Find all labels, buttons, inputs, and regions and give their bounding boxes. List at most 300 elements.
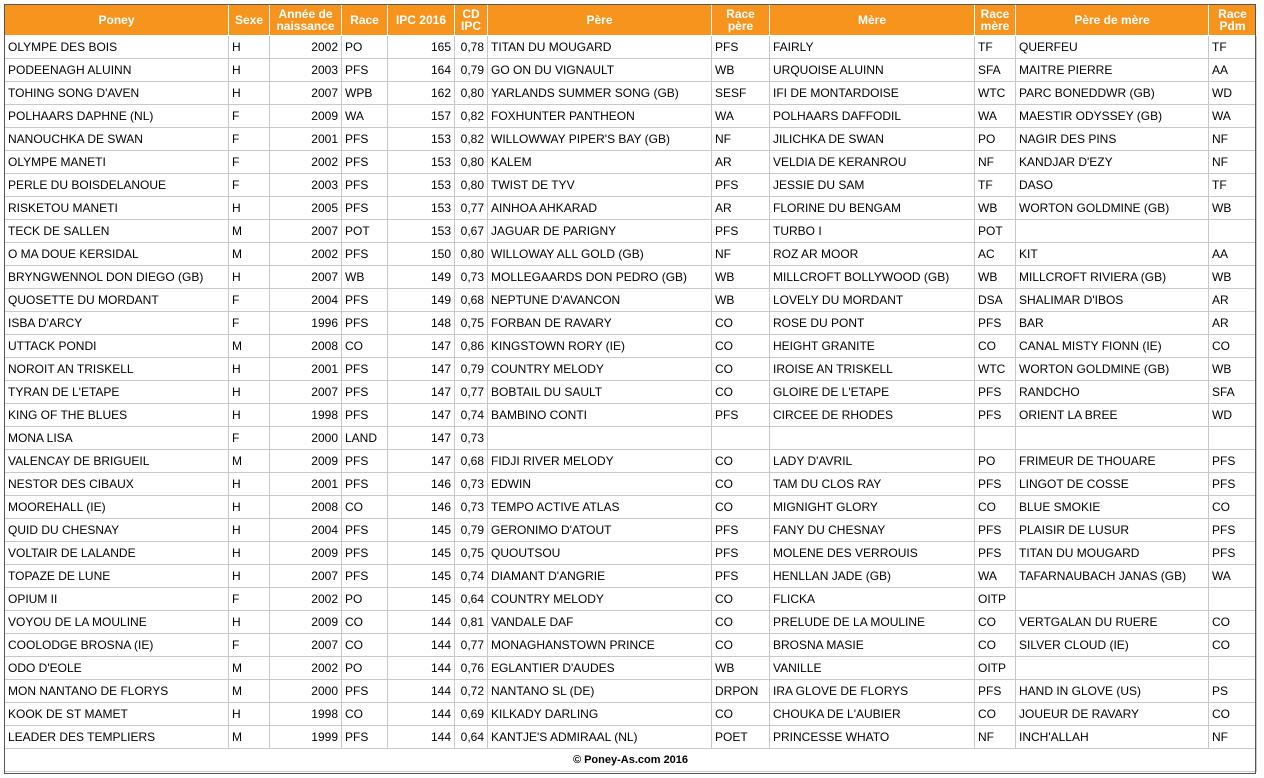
cell-race-pdm: PFS: [1209, 519, 1257, 542]
cell-cd-ipc: 0,76: [455, 657, 488, 680]
cell-race-mere: TF: [975, 174, 1016, 197]
cell-pere: VANDALE DAF: [488, 611, 712, 634]
cell-race: PFS: [342, 312, 388, 335]
cell-race-pdm: WB: [1209, 266, 1257, 289]
cell-pere-de-mere: MAESTIR ODYSSEY (GB): [1016, 105, 1209, 128]
cell-poney: ISBA D'ARCY: [5, 312, 229, 335]
cell-mere: MIGNIGHT GLORY: [770, 496, 975, 519]
cell-race-mere: CO: [975, 634, 1016, 657]
cell-cd-ipc: 0,80: [455, 243, 488, 266]
cell-mere: [770, 427, 975, 450]
cell-race-pere: WA: [712, 105, 770, 128]
cell-ipc: 148: [388, 312, 455, 335]
cell-pere-de-mere: BLUE SMOKIE: [1016, 496, 1209, 519]
cell-race-pdm: [1209, 220, 1257, 243]
table-row: [5, 657, 1257, 680]
cell-pere-de-mere: KIT: [1016, 243, 1209, 266]
cell-race-pdm: SFA: [1209, 381, 1257, 404]
cell-annee: 2002: [270, 657, 342, 680]
cell-ipc: 144: [388, 611, 455, 634]
cell-pere: TITAN DU MOUGARD: [488, 36, 712, 59]
cell-annee: 2001: [270, 358, 342, 381]
cell-mere: MOLENE DES VERROUIS: [770, 542, 975, 565]
table-row: [5, 565, 1257, 588]
cell-poney: OLYMPE DES BOIS: [5, 36, 229, 59]
cell-race: PFS: [342, 243, 388, 266]
cell-cd-ipc: 0,82: [455, 128, 488, 151]
cell-race-pdm: AR: [1209, 289, 1257, 312]
cell-sexe: F: [229, 427, 270, 450]
cell-mere: PRINCESSE WHATO: [770, 726, 975, 749]
cell-poney: UTTACK PONDI: [5, 335, 229, 358]
cell-mere: JESSIE DU SAM: [770, 174, 975, 197]
cell-poney: OLYMPE MANETI: [5, 151, 229, 174]
cell-pere: GERONIMO D'ATOUT: [488, 519, 712, 542]
table-row: [5, 197, 1257, 220]
cell-mere: CIRCEE DE RHODES: [770, 404, 975, 427]
cell-annee: 2008: [270, 496, 342, 519]
cell-race-pdm: WB: [1209, 358, 1257, 381]
cell-race-pdm: NF: [1209, 726, 1257, 749]
cell-pere: NANTANO SL (DE): [488, 680, 712, 703]
cell-cd-ipc: 0,73: [455, 473, 488, 496]
cell-pere: KALEM: [488, 151, 712, 174]
cell-race-pere: WB: [712, 289, 770, 312]
cell-sexe: H: [229, 381, 270, 404]
cell-race-pere: CO: [712, 335, 770, 358]
cell-ipc: 147: [388, 450, 455, 473]
cell-pere-de-mere: WORTON GOLDMINE (GB): [1016, 197, 1209, 220]
cell-race-pere: CO: [712, 634, 770, 657]
cell-race-pere: PFS: [712, 220, 770, 243]
cell-race: PFS: [342, 726, 388, 749]
cell-race-mere: PO: [975, 128, 1016, 151]
cell-race-mere: CO: [975, 703, 1016, 726]
cell-poney: MON NANTANO DE FLORYS: [5, 680, 229, 703]
cell-pere: TEMPO ACTIVE ATLAS: [488, 496, 712, 519]
cell-sexe: M: [229, 657, 270, 680]
col-header-cd-ipc[interactable]: CD IPC: [455, 5, 488, 36]
cell-mere: BROSNA MASIE: [770, 634, 975, 657]
cell-race-mere: CO: [975, 611, 1016, 634]
cell-pere: KINGSTOWN RORY (IE): [488, 335, 712, 358]
cell-cd-ipc: 0,64: [455, 588, 488, 611]
cell-annee: 2002: [270, 243, 342, 266]
cell-race-pere: NF: [712, 243, 770, 266]
cell-ipc: 157: [388, 105, 455, 128]
cell-poney: NESTOR DES CIBAUX: [5, 473, 229, 496]
cell-race-mere: OITP: [975, 588, 1016, 611]
cell-cd-ipc: 0,68: [455, 289, 488, 312]
col-header-pere-de-mere[interactable]: Père de mère: [1016, 5, 1209, 36]
cell-sexe: H: [229, 36, 270, 59]
cell-pere-de-mere: PARC BONEDDWR (GB): [1016, 82, 1209, 105]
table-row: [5, 36, 1257, 59]
cell-race-mere: PFS: [975, 312, 1016, 335]
cell-annee: 2000: [270, 680, 342, 703]
cell-ipc: 144: [388, 680, 455, 703]
cell-race-pere: PFS: [712, 36, 770, 59]
cell-annee: 2009: [270, 450, 342, 473]
col-header-race-pdm[interactable]: Race Pdm: [1209, 5, 1257, 36]
cell-race-pere: [712, 427, 770, 450]
cell-annee: 2001: [270, 473, 342, 496]
cell-ipc: 144: [388, 634, 455, 657]
table-row: [5, 243, 1257, 266]
cell-race-pdm: NF: [1209, 151, 1257, 174]
table-row: [5, 59, 1257, 82]
cell-annee: 2009: [270, 542, 342, 565]
cell-race-pdm: AA: [1209, 59, 1257, 82]
table-row: [5, 404, 1257, 427]
cell-pere: BAMBINO CONTI: [488, 404, 712, 427]
cell-pere-de-mere: CANAL MISTY FIONN (IE): [1016, 335, 1209, 358]
cell-race: PFS: [342, 404, 388, 427]
cell-cd-ipc: 0,75: [455, 542, 488, 565]
table-row: [5, 266, 1257, 289]
table-row: [5, 427, 1257, 450]
cell-race-mere: [975, 427, 1016, 450]
cell-mere: PRELUDE DE LA MOULINE: [770, 611, 975, 634]
cell-race-pdm: CO: [1209, 335, 1257, 358]
col-header-race[interactable]: Race: [342, 5, 388, 36]
table-row: [5, 151, 1257, 174]
cell-cd-ipc: 0,64: [455, 726, 488, 749]
table-row: [5, 381, 1257, 404]
col-header-pere[interactable]: Père: [488, 5, 712, 36]
cell-race-pere: CO: [712, 588, 770, 611]
cell-cd-ipc: 0,80: [455, 151, 488, 174]
cell-race-pdm: WB: [1209, 197, 1257, 220]
ranking-table: [4, 4, 1257, 772]
cell-pere-de-mere: MAITRE PIERRE: [1016, 59, 1209, 82]
cell-race-mere: AC: [975, 243, 1016, 266]
col-header-poney[interactable]: Poney: [5, 5, 229, 36]
cell-race: CO: [342, 634, 388, 657]
cell-race-pdm: PS: [1209, 680, 1257, 703]
table-row: [5, 105, 1257, 128]
cell-annee: 2008: [270, 335, 342, 358]
cell-pere-de-mere: NAGIR DES PINS: [1016, 128, 1209, 151]
cell-race-pdm: WD: [1209, 404, 1257, 427]
cell-ipc: 153: [388, 151, 455, 174]
table-row: [5, 634, 1257, 657]
cell-race-pere: DRPON: [712, 680, 770, 703]
cell-race-mere: WA: [975, 565, 1016, 588]
cell-ipc: 147: [388, 358, 455, 381]
cell-annee: 2007: [270, 565, 342, 588]
cell-poney: VALENCAY DE BRIGUEIL: [5, 450, 229, 473]
cell-pere: BOBTAIL DU SAULT: [488, 381, 712, 404]
cell-sexe: H: [229, 565, 270, 588]
cell-annee: 2009: [270, 105, 342, 128]
cell-ipc: 153: [388, 128, 455, 151]
cell-poney: O MA DOUE KERSIDAL: [5, 243, 229, 266]
table-row: [5, 82, 1257, 105]
cell-sexe: F: [229, 289, 270, 312]
cell-pere-de-mere: MILLCROFT RIVIERA (GB): [1016, 266, 1209, 289]
cell-mere: FANY DU CHESNAY: [770, 519, 975, 542]
cell-poney: LEADER DES TEMPLIERS: [5, 726, 229, 749]
cell-pere: WILLOWWAY PIPER'S BAY (GB): [488, 128, 712, 151]
cell-race: PFS: [342, 151, 388, 174]
cell-poney: OPIUM II: [5, 588, 229, 611]
cell-race-mere: PO: [975, 450, 1016, 473]
cell-race-mere: WB: [975, 266, 1016, 289]
col-header-race-mere[interactable]: Race mère: [975, 5, 1016, 36]
cell-race-pdm: [1209, 588, 1257, 611]
cell-cd-ipc: 0,73: [455, 496, 488, 519]
cell-ipc: 147: [388, 381, 455, 404]
cell-pere: GO ON DU VIGNAULT: [488, 59, 712, 82]
cell-race-mere: CO: [975, 496, 1016, 519]
cell-race-pere: SESF: [712, 82, 770, 105]
cell-cd-ipc: 0,77: [455, 634, 488, 657]
cell-race-pdm: TF: [1209, 174, 1257, 197]
cell-pere-de-mere: SHALIMAR D'IBOS: [1016, 289, 1209, 312]
cell-ipc: 147: [388, 427, 455, 450]
cell-pere-de-mere: [1016, 220, 1209, 243]
cell-race: WPB: [342, 82, 388, 105]
cell-pere-de-mere: PLAISIR DE LUSUR: [1016, 519, 1209, 542]
table-row: [5, 496, 1257, 519]
cell-race-pere: CO: [712, 703, 770, 726]
cell-mere: FLICKA: [770, 588, 975, 611]
cell-race: PFS: [342, 542, 388, 565]
cell-race-mere: TF: [975, 36, 1016, 59]
table-row: [5, 358, 1257, 381]
cell-pere-de-mere: LINGOT DE COSSE: [1016, 473, 1209, 496]
cell-pere-de-mere: TITAN DU MOUGARD: [1016, 542, 1209, 565]
cell-cd-ipc: 0,73: [455, 427, 488, 450]
cell-pere-de-mere: [1016, 657, 1209, 680]
cell-ipc: 153: [388, 220, 455, 243]
cell-race-mere: WTC: [975, 358, 1016, 381]
cell-race-pere: WB: [712, 59, 770, 82]
cell-race-pere: CO: [712, 450, 770, 473]
cell-race-pdm: [1209, 657, 1257, 680]
cell-sexe: H: [229, 519, 270, 542]
cell-race: CO: [342, 496, 388, 519]
cell-race-pdm: WA: [1209, 105, 1257, 128]
col-header-mere[interactable]: Mère: [770, 5, 975, 36]
table-row: [5, 588, 1257, 611]
col-header-ipc-2016[interactable]: IPC 2016: [388, 5, 455, 36]
cell-ipc: 144: [388, 657, 455, 680]
cell-race: CO: [342, 611, 388, 634]
cell-race: CO: [342, 703, 388, 726]
cell-race-pere: PFS: [712, 519, 770, 542]
cell-pere: JAGUAR DE PARIGNY: [488, 220, 712, 243]
ranking-table-container: [4, 4, 1256, 772]
cell-race-pere: PFS: [712, 542, 770, 565]
cell-sexe: M: [229, 220, 270, 243]
cell-race: PO: [342, 36, 388, 59]
cell-annee: 2004: [270, 519, 342, 542]
cell-cd-ipc: 0,68: [455, 450, 488, 473]
table-body: [5, 36, 1257, 749]
cell-race-mere: WB: [975, 197, 1016, 220]
cell-race: PFS: [342, 197, 388, 220]
cell-mere: IRA GLOVE DE FLORYS: [770, 680, 975, 703]
cell-race: PFS: [342, 174, 388, 197]
cell-poney: QUID DU CHESNAY: [5, 519, 229, 542]
cell-pere: EDWIN: [488, 473, 712, 496]
cell-pere-de-mere: HAND IN GLOVE (US): [1016, 680, 1209, 703]
cell-mere: TURBO I: [770, 220, 975, 243]
cell-poney: QUOSETTE DU MORDANT: [5, 289, 229, 312]
cell-ipc: 145: [388, 542, 455, 565]
cell-pere-de-mere: WORTON GOLDMINE (GB): [1016, 358, 1209, 381]
cell-pere: MONAGHANSTOWN PRINCE: [488, 634, 712, 657]
cell-cd-ipc: 0,73: [455, 266, 488, 289]
cell-pere: QUOUTSOU: [488, 542, 712, 565]
cell-mere: POLHAARS DAFFODIL: [770, 105, 975, 128]
table-row: [5, 335, 1257, 358]
cell-pere-de-mere: FRIMEUR DE THOUARE: [1016, 450, 1209, 473]
cell-race-pere: AR: [712, 151, 770, 174]
cell-race-mere: PFS: [975, 542, 1016, 565]
cell-mere: GLOIRE DE L'ETAPE: [770, 381, 975, 404]
cell-annee: 2007: [270, 266, 342, 289]
cell-ipc: 146: [388, 473, 455, 496]
cell-race-pere: AR: [712, 197, 770, 220]
cell-annee: 2005: [270, 197, 342, 220]
col-header-annee-naissance[interactable]: Année de naissance: [270, 5, 342, 36]
cell-poney: KING OF THE BLUES: [5, 404, 229, 427]
cell-cd-ipc: 0,78: [455, 36, 488, 59]
cell-ipc: 146: [388, 496, 455, 519]
cell-annee: 1999: [270, 726, 342, 749]
cell-race: PFS: [342, 680, 388, 703]
col-header-sexe[interactable]: Sexe: [229, 5, 270, 36]
cell-pere-de-mere: [1016, 588, 1209, 611]
table-row: [5, 611, 1257, 634]
cell-poney: KOOK DE ST MAMET: [5, 703, 229, 726]
cell-poney: TOPAZE DE LUNE: [5, 565, 229, 588]
cell-poney: NANOUCHKA DE SWAN: [5, 128, 229, 151]
cell-race-pere: PFS: [712, 404, 770, 427]
cell-pere: YARLANDS SUMMER SONG (GB): [488, 82, 712, 105]
cell-race: PFS: [342, 473, 388, 496]
cell-ipc: 145: [388, 588, 455, 611]
cell-poney: TYRAN DE L'ETAPE: [5, 381, 229, 404]
cell-race-mere: PFS: [975, 473, 1016, 496]
table-row: [5, 128, 1257, 151]
cell-poney: BRYNGWENNOL DON DIEGO (GB): [5, 266, 229, 289]
cell-race: PO: [342, 657, 388, 680]
cell-race-pere: CO: [712, 611, 770, 634]
cell-sexe: H: [229, 404, 270, 427]
cell-mere: TAM DU CLOS RAY: [770, 473, 975, 496]
cell-ipc: 144: [388, 703, 455, 726]
cell-pere: FORBAN DE RAVARY: [488, 312, 712, 335]
cell-race-mere: PFS: [975, 519, 1016, 542]
cell-annee: 2007: [270, 381, 342, 404]
cell-race: PFS: [342, 450, 388, 473]
cell-poney: TECK DE SALLEN: [5, 220, 229, 243]
cell-mere: ROSE DU PONT: [770, 312, 975, 335]
cell-sexe: H: [229, 542, 270, 565]
cell-pere-de-mere: BAR: [1016, 312, 1209, 335]
cell-race: PFS: [342, 565, 388, 588]
cell-poney: MOOREHALL (IE): [5, 496, 229, 519]
cell-annee: 1998: [270, 404, 342, 427]
cell-race-mere: PFS: [975, 381, 1016, 404]
cell-ipc: 149: [388, 289, 455, 312]
cell-pere: TWIST DE TYV: [488, 174, 712, 197]
cell-annee: 2009: [270, 611, 342, 634]
cell-race-pdm: NF: [1209, 128, 1257, 151]
cell-sexe: F: [229, 105, 270, 128]
cell-cd-ipc: 0,67: [455, 220, 488, 243]
cell-cd-ipc: 0,86: [455, 335, 488, 358]
cell-poney: PERLE DU BOISDELANOUE: [5, 174, 229, 197]
cell-race-pere: CO: [712, 496, 770, 519]
cell-cd-ipc: 0,72: [455, 680, 488, 703]
cell-race-pere: PFS: [712, 565, 770, 588]
cell-annee: 2003: [270, 174, 342, 197]
cell-ipc: 153: [388, 197, 455, 220]
cell-pere-de-mere: RANDCHO: [1016, 381, 1209, 404]
cell-pere-de-mere: KANDJAR D'EZY: [1016, 151, 1209, 174]
cell-race: WA: [342, 105, 388, 128]
cell-race-mere: POT: [975, 220, 1016, 243]
cell-pere: WILLOWAY ALL GOLD (GB): [488, 243, 712, 266]
cell-poney: RISKETOU MANETI: [5, 197, 229, 220]
header-row: [5, 5, 1257, 36]
cell-race-pdm: AA: [1209, 243, 1257, 266]
cell-race-mere: CO: [975, 335, 1016, 358]
cell-ipc: 150: [388, 243, 455, 266]
cell-pere: MOLLEGAARDS DON PEDRO (GB): [488, 266, 712, 289]
cell-race-pere: NF: [712, 128, 770, 151]
cell-mere: IROISE AN TRISKELL: [770, 358, 975, 381]
cell-race-pdm: PFS: [1209, 542, 1257, 565]
cell-mere: CHOUKA DE L'AUBIER: [770, 703, 975, 726]
cell-sexe: H: [229, 611, 270, 634]
cell-cd-ipc: 0,74: [455, 565, 488, 588]
cell-pere-de-mere: JOUEUR DE RAVARY: [1016, 703, 1209, 726]
cell-annee: 2002: [270, 36, 342, 59]
cell-race-pdm: CO: [1209, 634, 1257, 657]
col-header-race-pere[interactable]: Race père: [712, 5, 770, 36]
cell-race: PO: [342, 588, 388, 611]
cell-ipc: 147: [388, 335, 455, 358]
cell-poney: POLHAARS DAPHNE (NL): [5, 105, 229, 128]
cell-cd-ipc: 0,77: [455, 381, 488, 404]
cell-pere-de-mere: ORIENT LA BREE: [1016, 404, 1209, 427]
cell-cd-ipc: 0,75: [455, 312, 488, 335]
cell-pere: DIAMANT D'ANGRIE: [488, 565, 712, 588]
cell-sexe: H: [229, 473, 270, 496]
cell-sexe: F: [229, 588, 270, 611]
cell-sexe: F: [229, 312, 270, 335]
cell-pere: NEPTUNE D'AVANCON: [488, 289, 712, 312]
cell-ipc: 153: [388, 174, 455, 197]
cell-cd-ipc: 0,79: [455, 59, 488, 82]
cell-race-pere: WB: [712, 266, 770, 289]
cell-mere: IFI DE MONTARDOISE: [770, 82, 975, 105]
table-row: [5, 174, 1257, 197]
cell-sexe: F: [229, 634, 270, 657]
cell-race-pdm: WA: [1209, 565, 1257, 588]
cell-pere-de-mere: DASO: [1016, 174, 1209, 197]
cell-pere-de-mere: VERTGALAN DU RUERE: [1016, 611, 1209, 634]
table-row: [5, 473, 1257, 496]
table-row: [5, 312, 1257, 335]
cell-ipc: 164: [388, 59, 455, 82]
